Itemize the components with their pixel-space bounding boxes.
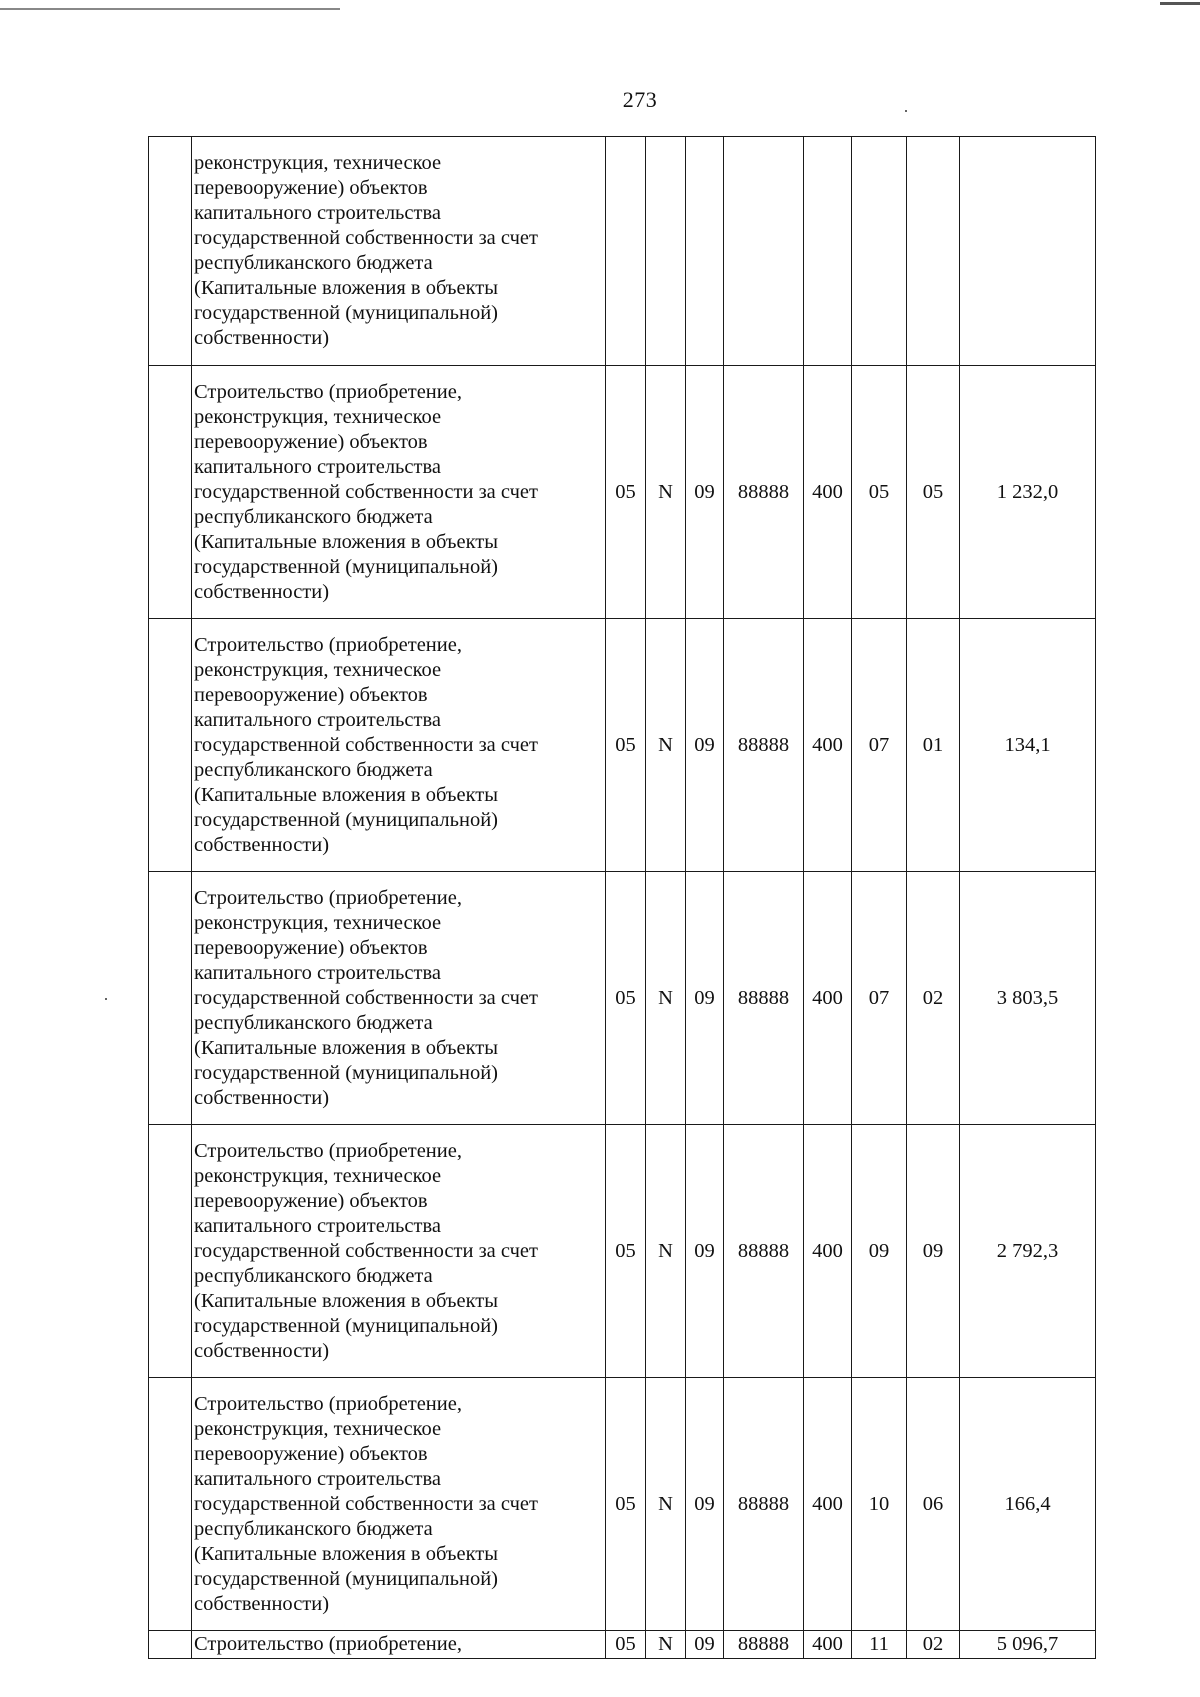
code-cell: 400 <box>804 1378 852 1631</box>
page-number: 273 <box>622 87 658 112</box>
code-cell: 05 <box>907 366 960 619</box>
code-cell: 07 <box>852 872 907 1125</box>
amount-cell: 2 792,3 <box>960 1125 1096 1378</box>
index-cell <box>149 872 192 1125</box>
code-cell: 06 <box>907 1378 960 1631</box>
code-cell: 05 <box>606 1378 646 1631</box>
index-cell <box>149 1378 192 1631</box>
code-cell: 09 <box>686 1631 724 1659</box>
code-cell: 02 <box>907 872 960 1125</box>
scan-artifact-line <box>1160 2 1200 5</box>
code-cell: 05 <box>606 872 646 1125</box>
budget-table <box>148 136 1096 1659</box>
code-cell: N <box>646 366 686 619</box>
code-cell: 02 <box>907 1631 960 1659</box>
code-cell: 400 <box>804 872 852 1125</box>
code-cell: 09 <box>852 1125 907 1378</box>
code-cell: 88888 <box>724 366 804 619</box>
amount-cell: 134,1 <box>960 619 1096 872</box>
table-row <box>149 619 1096 872</box>
code-cell: 10 <box>852 1378 907 1631</box>
code-cell: 88888 <box>724 1631 804 1659</box>
code-cell: 400 <box>804 619 852 872</box>
amount-cell <box>960 137 1096 366</box>
code-cell: 07 <box>852 619 907 872</box>
code-cell: 09 <box>686 619 724 872</box>
code-cell: 09 <box>686 1125 724 1378</box>
code-cell: 09 <box>686 872 724 1125</box>
code-cell <box>646 137 686 366</box>
table-row <box>149 1378 1096 1631</box>
amount-cell: 1 232,0 <box>960 366 1096 619</box>
code-cell: 09 <box>686 1378 724 1631</box>
code-cell: 88888 <box>724 1378 804 1631</box>
table-row <box>149 366 1096 619</box>
code-cell: 05 <box>606 619 646 872</box>
code-cell: 01 <box>907 619 960 872</box>
description-cell: Строительство (приобретение, реконструкция, техническое перевооружение) объектов капитального строительства государственной собственности за счет республиканского бюджета (Капитальные вложения в объекты государственной (муниципальной) собственности) <box>192 619 606 872</box>
amount-cell: 166,4 <box>960 1378 1096 1631</box>
index-cell <box>149 1125 192 1378</box>
code-cell <box>606 137 646 366</box>
code-cell: 05 <box>606 366 646 619</box>
code-cell <box>907 137 960 366</box>
code-cell: 09 <box>907 1125 960 1378</box>
code-cell <box>852 137 907 366</box>
description-cell: Строительство (приобретение, реконструкция, техническое перевооружение) объектов капитального строительства государственной собственности за счет республиканского бюджета (Капитальные вложения в объекты государственной (муниципальной) собственности) <box>192 1378 606 1631</box>
code-cell: 11 <box>852 1631 907 1659</box>
amount-cell: 5 096,7 <box>960 1631 1096 1659</box>
amount-cell: 3 803,5 <box>960 872 1096 1125</box>
index-cell <box>149 366 192 619</box>
code-cell: N <box>646 872 686 1125</box>
code-cell <box>804 137 852 366</box>
code-cell: 400 <box>804 1125 852 1378</box>
scan-artifact-line <box>0 8 340 10</box>
description-cell: Строительство (приобретение, <box>192 1631 606 1659</box>
code-cell: N <box>646 1125 686 1378</box>
code-cell: 05 <box>852 366 907 619</box>
table-row <box>149 1631 1096 1659</box>
code-cell: N <box>646 1631 686 1659</box>
description-cell: Строительство (приобретение, реконструкция, техническое перевооружение) объектов капитального строительства государственной собственности за счет республиканского бюджета (Капитальные вложения в объекты государственной (муниципальной) собственности) <box>192 872 606 1125</box>
code-cell: 88888 <box>724 619 804 872</box>
code-cell: 400 <box>804 1631 852 1659</box>
code-cell <box>724 137 804 366</box>
code-cell: N <box>646 619 686 872</box>
code-cell <box>686 137 724 366</box>
table-row <box>149 137 1096 366</box>
code-cell: 05 <box>606 1125 646 1378</box>
index-cell <box>149 1631 192 1659</box>
code-cell: 09 <box>686 366 724 619</box>
code-cell: 05 <box>606 1631 646 1659</box>
index-cell <box>149 137 192 366</box>
table-row <box>149 1125 1096 1378</box>
table-row <box>149 872 1096 1125</box>
scan-artifact-dot <box>105 998 107 1000</box>
description-cell: реконструкция, техническое перевооружение) объектов капитального строительства государственной собственности за счет республиканского бюджета (Капитальные вложения в объекты государственной (муниципальной) собственности) <box>192 137 606 366</box>
code-cell: 400 <box>804 366 852 619</box>
code-cell: N <box>646 1378 686 1631</box>
code-cell: 88888 <box>724 872 804 1125</box>
description-cell: Строительство (приобретение, реконструкция, техническое перевооружение) объектов капитального строительства государственной собственности за счет республиканского бюджета (Капитальные вложения в объекты государственной (муниципальной) собственности) <box>192 1125 606 1378</box>
code-cell: 88888 <box>724 1125 804 1378</box>
index-cell <box>149 619 192 872</box>
description-cell: Строительство (приобретение, реконструкция, техническое перевооружение) объектов капитального строительства государственной собственности за счет республиканского бюджета (Капитальные вложения в объекты государственной (муниципальной) собственности) <box>192 366 606 619</box>
